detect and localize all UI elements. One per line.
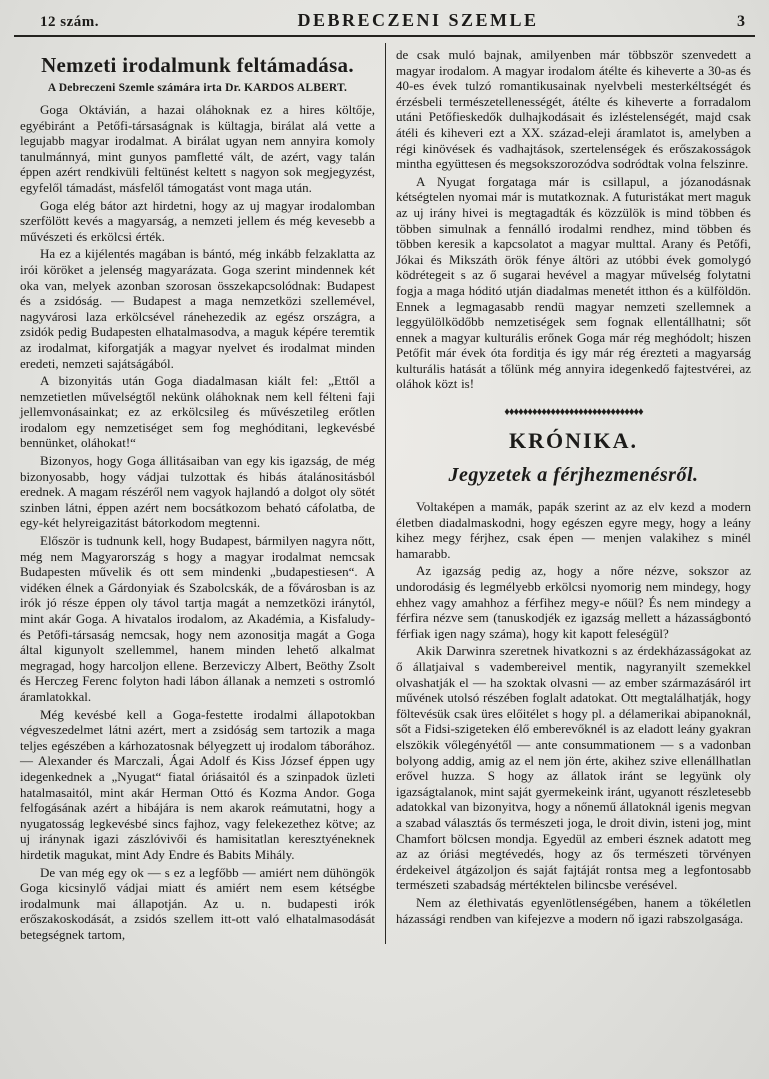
article-paragraph: Goga elég bátor azt hirdetni, hogy az uj magyar irodalomban szerfölött kevés a magyarság, a nemzeti jellem és még kevesebb a művészeti és erkölcsi érték.: [20, 197, 375, 244]
kronika-paragraph: Nem az élethivatás egyenlötlenségében, hanem a tökéletlen házassági rendben van kifejezve a modern nő igazi rabszolgasága.: [396, 894, 751, 926]
article-paragraph: Goga Oktávián, a hazai oláhoknak ez a hires költője, egyébiránt a Petőfi-társaságnak is kültagja, birálat alá vette a legujabb magyar irodalmat. A birálat ugyan nem annyira komoly tanulmánnyá, mint gunyos pamfletté vált, de azért, vagy talán éppen azért rendkivüli feltünést keltett s nagyon sok megjegyzést, egyfelől támadást, másfelől támogatást vont maga után.: [20, 102, 375, 195]
article-continuation-paragraph: A Nyugat forgataga már is csillapul, a józanodásnak kétségtelen nyomai már is mutatkoznak. A futuristákat mert maguk az uj irány hivei is megtagadták és közzülök is mind többen és többen simulnak a fennálló irodalmi rendhez, mind többen és többen keresik a kapcsolatot a magyar multtal. Arany és Petőfi, Jókai és Mikszáth örök fénye áltöri az utóbbi évek gomolygó ködrétegeit s az ő sugarai hevével a magyar művelség folytatni fogja a maga hóditó utján diadalmas menetét itthon és a külföldön. Ennek a legmagasabb rendü magyar nemzeti szellemnek a leggyülölködőbb nemzetiségek sem fognak ellentállhatni; sőt ennek a magyar kulturális erőnek Goga már rég meghódolt; hiszen Petőfit már évek óta forditja és igy már rég érezteti a magyarság kulturális hatását a tőlünk még annyira idegenkedő fajtestvérei, az oláhok közt is!: [396, 173, 751, 392]
kronika-paragraph: Az igazság pedig az, hogy a nőre nézve, sokszor az undorodásig és legmélyebb erkölcsi nyomorig nem mindegy, hogy ehhez vagy amahhoz a férfihez megy-e nőül? És nem mindegy a férfira nézve sem (tanuskodjék ez igazság mellett a házasságbontó férfiak igen nagy száma), hogy kit kapott feleségül?: [396, 563, 751, 641]
article-paragraph: Először is tudnunk kell, hogy Budapest, bármilyen nagyra nőtt, még nem Magyarország s hogy a magyar irodalmat nemcsak Budapesten művelik és ott sem mindenki „budapestiesen“. A vidéken élnek a Gárdonyiak és Szabolcskák, de a fővárosban is az irók jó része éppen oly távol tartja magát a nemzetközi iránytól, mint akár Goga. A hivatalos irodalom, az Akadémia, a Kisfaludy- és Petőfi-társaság nemcsak, hogy nem azonositja magát a Goga által kigunyolt szellemmel, hanem minden lehető alkalmat megragad, hogy harcoljon ellene. Berzeviczy Albert, Beöthy Zsolt és Herczeg Ferenc folyton hadi lábon állanak a nemzeti s ostromló áramlatokkal.: [20, 533, 375, 704]
diamond-divider-ornament: ♦♦♦♦♦♦♦♦♦♦♦♦♦♦♦♦♦♦♦♦♦♦♦♦♦♦♦♦♦♦: [504, 406, 643, 419]
right-column: [386, 43, 755, 944]
article-title: Nemzeti irodalmunk feltámadása.: [41, 53, 354, 77]
kronika-paragraph: Voltaképen a mamák, papák szerint az az elv kezd a modern életben diadalmaskodni, hogy egészen egyre megy, hogy a leány kihez megy férjhez, csak épen — menjen valakihez s minél hamarabb.: [396, 499, 751, 561]
kronika-article-title: Jegyzetek a férjhezmenésről.: [448, 464, 699, 487]
article-paragraph: De van még egy ok — s ez a legfőbb — amiért nem dühöngök Goga kicsinylő vádjai miatt és amiért nem esem kétségbe irodalmunk mai állapotján. Az u. n. budapesti irók erőszakoskodását, a zsidós szellem itt-ott való elhatalmasodását betegségnek tartom,: [20, 864, 375, 942]
left-column: [14, 43, 385, 944]
article-continuation-paragraph: de csak muló bajnak, amilyenben már többször szenvedett a magyar irodalom. A magyar irodalom átélte és kiheverte a 30-as és 40-es évek tulzó romantikusainak nyelvbeli mesterkéltségét és érzésbeli természetellenességét, átélte és kiheverte a forradalom utáni Petőfieskedők dulhajkodásait és izléstelenségét, majd csak átéli és kiheveri ezt a XX. század-eleji áramlatot is, amelyben a régi kinövések és vadhajtások, szertelenségek és erőszakosságok mintha együttesen és megsokszorozódva sodródtak volna felszinre.: [396, 47, 751, 172]
two-column-body: [14, 43, 755, 944]
article-paragraph: A bizonyitás után Goga diadalmasan kiált fel: „Ettől a nemzetietlen művelségtől nekünk oláhoknak nem kell félteni faji jellemvonásainkat; ez az erkölcsileg és művészetileg erőtlen irodalom egy nemzetiséget sem fog meghóditani, legkevésbé bennünket, oláhokat!“: [20, 373, 375, 451]
issue-number: 12 szám.: [40, 14, 99, 30]
article-paragraph: Még kevésbé kell a Goga-festette irodalmi állapotokban végveszedelmet látni azért, mert a zsidóság sem tartozik a maga teljes egészében a kárhozatosnak bélyegzett uj irodalom táborához. — Alexander és Marczali, Ágai Adolf és Kiss József éppen ugy idegenkednek a „Nyugat“ fiatal óriásaitól és a szinpadok üzleti hatalmasaitól, mint akár Herman Ottó és Kozma Andor. Goga felfogásának azért a hibájára is nem akarok reámutatni, hogy a nyugatosság legkevésbé sincs fajhoz, vagy felekezethez kötve; az uj iránynak igazi zászlóvivői és hamisitatlan keresztyéneknek hirdetik magukat, mint Ady Endre és Babits Mihály.: [20, 706, 375, 862]
kronika-section-title: KRÓNIKA.: [508, 428, 639, 454]
page-header: [14, 8, 755, 34]
kronika-paragraph: Akik Darwinra szeretnek hivatkozni s az érdekházasságokat az ő állatjaival s vadembereivel mentik, nagyranyilt szemekkel olvashatják el — ha szoktak olvasni — az ember származásáról irt művének utolsó részében foglalt adatokat. Ott megtalálhatják, hogy föltevésük csak üres előitélet s hogy pl. a délamerikai abipanoknál, sőt a Fidsi-szigeteken élő emberevőknél is az eladott leány gyakran elszökik vőlegényétől — ante consummationem — s a vadonban bolyong addig, amig az el nem jön érte, akihez szive ellenállhatlan erővel huzza. S hogy az állatok iránt se legyünk oly igazságtalanok, mint saját gyermekeink iránt, ugyanott részletesebb adatokkal van bizonyitva, hogy a nőnemű állatoknál igenis megvan a szabad választás ős természeti joga, le droit divin, isteni jog, mint Chamfort bölcsen mondja. Egyedül az emberi észnek adatott meg az az óriási megtévedés, hogy az ős természeti törvényen érdekeivel átgázoljon és saját fajtáját rontsa meg a legfontosabb természeti szabadság mértéktelen bilincsbe verésével.: [396, 643, 751, 893]
article-paragraph: Bizonyos, hogy Goga állitásaiban van egy kis igazság, de még bizonyosabb, hogy vádjai tulzottak és hibás átalánositásból erednek. A magam részéről nem vagyok hajlandó a dolgot oly sötét szinben látni, éppen azért nem bocsátkozom beható cáfolatba, de egy-két helyreigazitást bátorkodom megtenni.: [20, 453, 375, 531]
masthead-title: DEBRECZENI SZEMLE: [297, 10, 539, 30]
header-rule: [14, 35, 755, 37]
page-number: 3: [737, 13, 745, 30]
article-byline: A Debreczeni Szemle számára irta Dr. KARDOS ALBERT.: [47, 82, 348, 94]
article-paragraph: Ha ez a kijélentés magában is bántó, még inkább felzaklatta az irói köröket a jelenség magyarázata. Goga szerint mindennek két oka van, melyek azonban szorosan összekapcsolódnak: Budapest és a zsidóság. — Budapest a maga nemzetközi szellemével, nagyvárosi laza erkölcsével ránehezedik az egész országra, a zsidók pedig Budapesten elhatalmasodva, a maguk képére teremtik az irodalmat, kiforgatják a magyar nyelvet és irodalmat minden eredeti, nemzeti sajátságából.: [20, 246, 375, 371]
